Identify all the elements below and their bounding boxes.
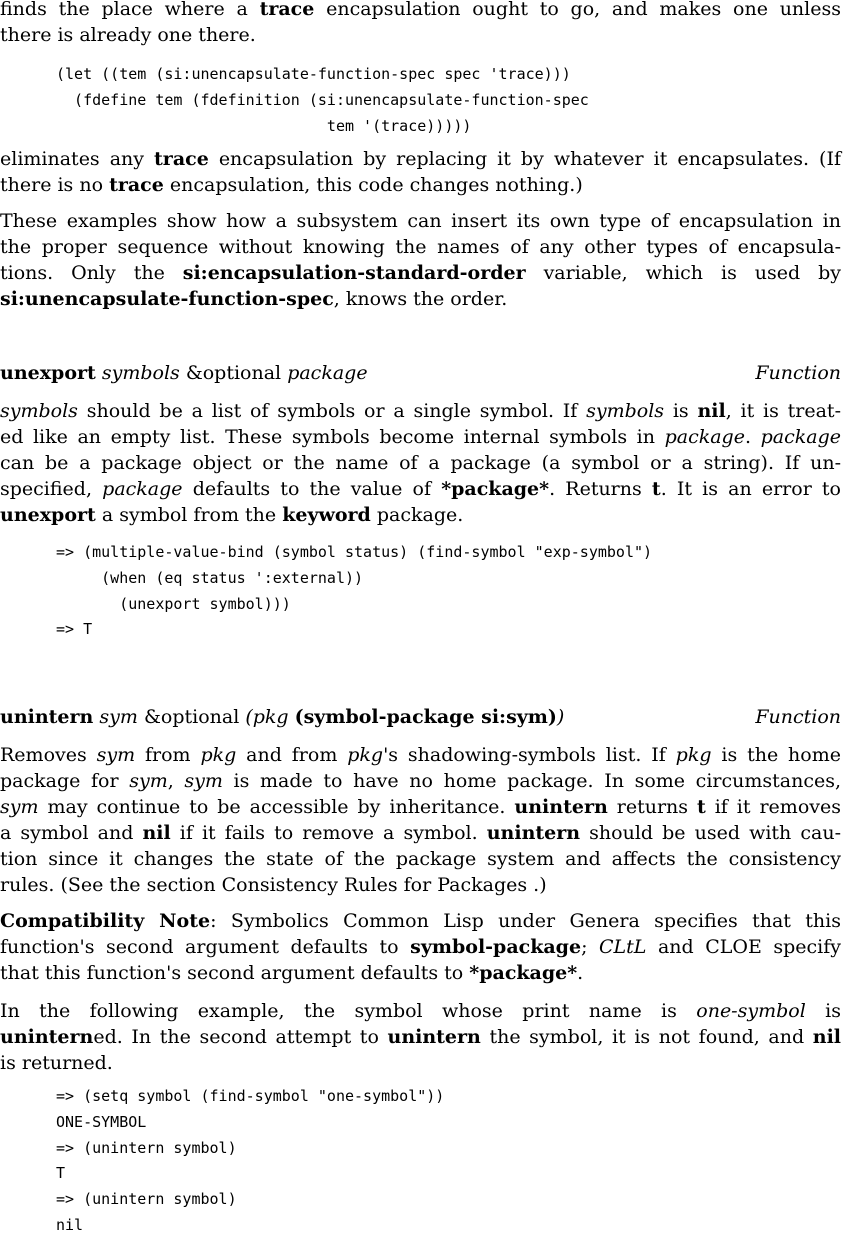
text-line (0, 502, 841, 528)
intro-paragraph (0, 0, 841, 48)
bold-term: *package* (469, 962, 578, 984)
text-run: is the home (711, 744, 841, 766)
text-line (0, 820, 841, 846)
compatibility-note (0, 908, 841, 986)
text-line: These examples show how a subsystem can insert its own type of encapsulation in (0, 210, 841, 232)
text-run: the symbol, it is not found, and (480, 1026, 813, 1048)
text-run: a symbol and (0, 822, 143, 844)
text-run: . (744, 426, 761, 448)
bold-term: (symbol-package si:sym) (294, 706, 557, 728)
bold-term: unintern (0, 1026, 94, 1048)
unexport-example-code: => (multiple-value-bind (symbol status) (find-symbol "exp-symbol") (when (eq status ':external)) (unexport symbol))) => T (56, 543, 653, 639)
text-line (0, 146, 841, 172)
text-line (0, 960, 841, 986)
text-line (0, 1024, 841, 1050)
text-run: ed. In the second attempt to (93, 1026, 388, 1048)
text-line (0, 398, 841, 424)
unintern-description (0, 742, 841, 898)
text-run: a symbol from the (95, 504, 283, 526)
code-block-trace: (let ((tem (si:unencapsulate-function-spec spec 'trace))) (fdefine tem (fdefinition (si:unencapsulate-function-spec tem '(trace))))) (56, 65, 589, 135)
italic-term: symbols (101, 362, 180, 384)
italic-term: symbols (586, 400, 665, 422)
function-name: unintern (0, 706, 94, 728)
italic-term: sym (96, 744, 136, 766)
text-run: returns (607, 796, 697, 818)
bold-term: symbol-package (410, 936, 582, 958)
italic-term: ) (556, 706, 565, 728)
text-line: can be a package object or the name of a package (a symbol or a string). If un- (0, 452, 841, 474)
text-run: finds the place where a (0, 0, 260, 20)
text-run: tions. Only the (0, 262, 183, 284)
text-run: Removes (0, 744, 97, 766)
text-line (0, 934, 841, 960)
bold-term: Compatibility Note (0, 910, 211, 932)
bold-term: trace (154, 148, 209, 170)
text-line (0, 260, 841, 286)
text-run: ed like an empty list. These symbols become internal symbols in (0, 426, 665, 448)
text-run: package. (370, 504, 464, 526)
bold-term: t (696, 796, 706, 818)
bold-term: unintern (514, 796, 608, 818)
text-run: is made to have no home package. In some circumstances, (222, 770, 841, 792)
text-run: that this function's second argument defaults to (0, 962, 470, 984)
subsystem-paragraph (0, 208, 841, 312)
text-line (0, 0, 841, 22)
bold-term: nil (697, 400, 726, 422)
text-run: from (135, 744, 201, 766)
italic-term: pkg (347, 744, 384, 766)
text-run: In the following example, the symbol whose print name is (0, 1000, 697, 1022)
text-run: is (805, 1000, 841, 1022)
text-run: ; (581, 936, 599, 958)
text-run: should be a list of symbols or a single symbol. If (77, 400, 587, 422)
bold-term: t (651, 478, 661, 500)
italic-term: package (102, 478, 183, 500)
text-run: if it fails to remove a symbol. (170, 822, 487, 844)
italic-term: symbols (0, 400, 78, 422)
bold-term: unintern (387, 1026, 481, 1048)
text-run: , it is treat- (725, 400, 841, 422)
text-run: &optional (143, 706, 240, 728)
text-run: should be used with cau- (580, 822, 841, 844)
italic-term: sym (0, 796, 39, 818)
text-run: encapsulation by replacing it by whatever it encapsulates. (If (208, 148, 841, 170)
italic-term: one-symbol (696, 1000, 806, 1022)
text-line (0, 794, 841, 820)
text-run: function's second argument defaults to (0, 936, 411, 958)
text-run: . Returns (549, 478, 652, 500)
text-line (0, 476, 841, 502)
text-line: tion since it changes the state of the package system and affects the consistency (0, 848, 841, 870)
unexport-description (0, 398, 841, 528)
text-line (0, 172, 841, 198)
italic-term: package (760, 426, 841, 448)
italic-term: sym (99, 706, 138, 728)
text-run: and CLOE specify (646, 936, 841, 958)
text-line (0, 424, 841, 450)
text-run: there is no (0, 174, 110, 196)
text-run: &optional (185, 362, 282, 384)
text-run: . It is an error to (660, 478, 841, 500)
text-run: : Symbolics Common Lisp under Genera specifies that this (210, 910, 841, 932)
text-line: there is already one there. (0, 24, 256, 46)
italic-term: pkg (675, 744, 712, 766)
text-run: specified, (0, 478, 103, 500)
bold-term: nil (142, 822, 171, 844)
text-line: the proper sequence without knowing the names of any other types of encapsula- (0, 236, 841, 258)
unintern-definition-header (0, 704, 841, 730)
text-run: is (664, 400, 698, 422)
italic-term: sym (184, 770, 223, 792)
bold-term: keyword (282, 504, 371, 526)
text-run: , knows the order. (333, 288, 508, 310)
text-line (0, 286, 841, 312)
bold-term: si:unencapsulate-function-spec (0, 288, 334, 310)
function-name: unexport (0, 362, 96, 384)
text-line (0, 998, 841, 1024)
unintern-example-code: => (setq symbol (find-symbol "one-symbol")) ONE-SYMBOL => (unintern symbol) T => (unintern symbol) nil (56, 1087, 445, 1234)
italic-term: CLtL (599, 936, 647, 958)
text-line: is returned. (0, 1052, 113, 1074)
bold-term: si:encapsulation-standard-order (182, 262, 526, 284)
italic-term: package (664, 426, 745, 448)
text-line (0, 742, 841, 768)
text-run: if it removes (705, 796, 841, 818)
bold-term: unintern (486, 822, 581, 844)
bold-term: unexport (0, 504, 96, 526)
text-run: encapsulation, this code changes nothing.) (163, 174, 583, 196)
text-run: , (167, 770, 185, 792)
text-run: defaults to the value of (182, 478, 442, 500)
text-run: may continue to be accessible by inheritance. (38, 796, 515, 818)
text-run: variable, which is used by (525, 262, 841, 284)
bold-term: nil (812, 1026, 841, 1048)
text-run: . (577, 962, 584, 984)
consistency-rules-reference: rules. (See the section Consistency Rules for Packages .) (0, 874, 547, 896)
text-run: 's shadowing-symbols list. If (383, 744, 676, 766)
italic-term: sym (129, 770, 168, 792)
italic-term: package (287, 362, 368, 384)
italic-term: pkg (200, 744, 237, 766)
eliminates-paragraph (0, 146, 841, 198)
definition-type: Function (755, 706, 841, 728)
text-line (0, 908, 841, 934)
unintern-example-paragraph (0, 998, 841, 1076)
text-line (0, 768, 841, 794)
italic-term: (pkg (245, 706, 295, 728)
text-run: and from (236, 744, 348, 766)
unexport-definition-header (0, 360, 841, 386)
bold-term: trace (259, 0, 315, 20)
definition-type: Function (755, 362, 841, 384)
text-run: eliminates any (0, 148, 155, 170)
bold-term: trace (109, 174, 164, 196)
text-run: package for (0, 770, 130, 792)
text-run: encapsulation ought to go, and makes one unless (314, 0, 841, 20)
bold-term: *package* (441, 478, 550, 500)
